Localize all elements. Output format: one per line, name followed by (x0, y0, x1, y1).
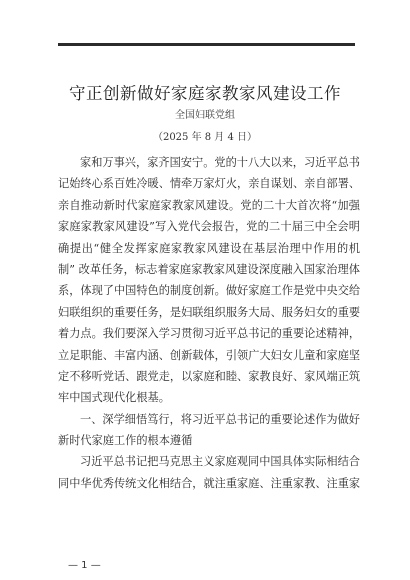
body-line: 系，体现了中国特色的制度创新。做好家庭工作是党中央交给 (58, 284, 360, 298)
top-rule (58, 43, 355, 46)
body-line: 妇联组织的重要任务，是妇联组织服务大局、服务妇女的重要 (58, 305, 360, 319)
body-line: 家和万事兴，家齐国安宁。党的十八大以来，习近平总书 (80, 156, 360, 169)
body-line: 记始终心系百姓冷暖、情牵万家灯火，亲自谋划、亲自部署、 (58, 177, 360, 191)
section-heading-line: 新时代家庭工作的根本遵循 (58, 434, 193, 448)
body-line: 着力点。我们要深入学习贯彻习近平总书记的重要论述精神， (58, 327, 360, 341)
body-line: 亲自推动新时代家庭家教家风建设。党的二十大首次将“加强 (58, 198, 360, 212)
body-line: 立足职能、丰富内涵、创新载体，引领广大妇女儿童和家庭坚 (58, 348, 360, 362)
document-author: 全国妇联党组 (175, 110, 235, 121)
body-line: 家庭家教家风建设”写入党代会报告，党的二十届三中全会明 (58, 220, 360, 234)
body-line: 牢中国式现代化根基。 (58, 391, 170, 405)
body-line: 习近平总书记把马克思主义家庭观同中国具体实际相结合 (80, 455, 360, 469)
document-body (58, 152, 360, 494)
body-line: 定不移听党话、跟党走，以家庭和睦、家教良好、家风端正筑 (58, 369, 360, 383)
body-line: 确提出“健全发挥家庭家教家风建设在基层治理中作用的机 (58, 241, 360, 255)
body-line: 同中华优秀传统文化相结合，就注重家庭、注重家教、注重家 (58, 476, 360, 490)
section-heading-line: 一、深学细悟笃行，将习近平总书记的重要论述作为做好 (80, 412, 360, 426)
body-line: 制” 改革任务，标志着家庭家教家风建设深度融入国家治理体 (58, 262, 360, 276)
document-title: 守正创新做好家庭家教家风建设工作 (69, 84, 341, 103)
page-number: — 1 — (68, 560, 101, 571)
document-date: （2025 年 8 月 4 日） (152, 132, 258, 143)
